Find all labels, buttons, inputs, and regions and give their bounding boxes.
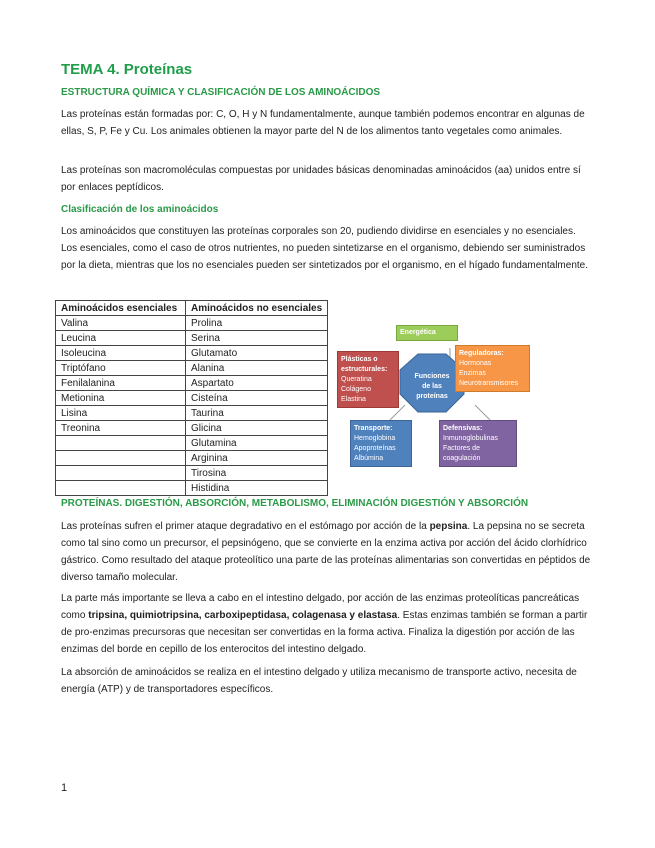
- essential-cell: Triptófano: [56, 361, 186, 376]
- table-row: [56, 361, 328, 376]
- non-essential-cell: Histidina: [186, 481, 328, 496]
- defensivas-box: [439, 420, 517, 467]
- reguladoras-box: [455, 345, 530, 392]
- non-essential-cell: Aspartato: [186, 376, 328, 391]
- essential-cell: Isoleucina: [56, 346, 186, 361]
- reguladoras-title: Reguladoras:: [459, 350, 504, 357]
- table-row: [56, 481, 328, 496]
- non-essential-cell: Arginina: [186, 451, 328, 466]
- text-run: . Estas enzimas también se forman a partir de pro-enzimas precursoras que necesitan ser convertidas en la forma activa. Finaliza la digestión por acción de las enzimas del borde en cepillo de los enterocitos del intestino delgado.: [61, 610, 588, 655]
- amino-acid-table: [55, 300, 328, 496]
- table-row: [56, 421, 328, 436]
- essential-cell: Valina: [56, 316, 186, 331]
- text-run: . La pepsina no se secreta como tal sino como un precursor, el pepsinógeno, que se convierte en la enzima activa por acción del ácido clorhídrico gástrico. Como resultado del ataque proteolítico una parte de las proteínas alimentarias son convertidas en péptidos de diverso tamaño molecular.: [61, 521, 591, 583]
- essential-cell: [56, 466, 186, 481]
- non-essential-cell: Tirosina: [186, 466, 328, 481]
- transporte-title: Transporte:: [354, 425, 393, 432]
- essential-cell: Leucina: [56, 331, 186, 346]
- energetica-label: Energética: [400, 329, 436, 336]
- paragraph-absorption: La absorción de aminoácidos se realiza en el intestino delgado y utiliza mecanismo de transporte activo, necesita de energía (ATP) y de transportadores específicos.: [61, 667, 577, 695]
- essential-cell: Metionina: [56, 391, 186, 406]
- plasticas-box: [337, 351, 399, 408]
- non-essential-cell: Cisteína: [186, 391, 328, 406]
- transporte-box: [350, 420, 412, 467]
- essential-cell: [56, 436, 186, 451]
- table-row: [56, 391, 328, 406]
- energetica-box: [396, 325, 458, 341]
- plasticas-items: Queratina Colágeno Elastina: [341, 376, 372, 403]
- table-row: [56, 436, 328, 451]
- table-row: [56, 316, 328, 331]
- paragraph-composition: Las proteínas están formadas por: C, O, H y N fundamentalmente, aunque también podemos encontrar en algunas de ellas, S, P, Fe y Cu. Los animales obtienen la mayor parte del N de los alimentos tanto vegetales como animales.: [61, 109, 585, 137]
- non-essential-cell: Alanina: [186, 361, 328, 376]
- table-row: [56, 376, 328, 391]
- table-row: [56, 406, 328, 421]
- non-essential-cell: Glutamato: [186, 346, 328, 361]
- paragraph-macromolecules: Las proteínas son macromoléculas compuestas por unidades básicas denominadas aminoácidos (aa) unidos entre sí por enlaces peptídicos.: [61, 165, 581, 193]
- section-heading-digestion: PROTEÍNAS. DIGESTIÓN, ABSORCIÓN, METABOLISMO, ELIMINACIÓN DIGESTIÓN Y ABSORCIÓN: [61, 498, 529, 509]
- page-number: 1: [61, 782, 68, 794]
- bold-run: tripsina, quimiotripsina, carboxipeptidasa, colagenasa y elastasa: [88, 610, 398, 621]
- plasticas-title: Plásticas o estructurales:: [341, 356, 388, 373]
- table-row: [56, 451, 328, 466]
- table-row: [56, 466, 328, 481]
- section-heading-structure: ESTRUCTURA QUÍMICA Y CLASIFICACIÓN DE LOS AMINOÁCIDOS: [61, 87, 381, 98]
- essential-cell: [56, 451, 186, 466]
- essential-cell: Treonina: [56, 421, 186, 436]
- paragraph-intestine: [61, 590, 591, 658]
- essential-cell: [56, 481, 186, 496]
- subsection-heading-classification: Clasificación de los aminoácidos: [61, 204, 219, 215]
- transporte-items: Hemoglobina Apoproteínas Albúmina: [354, 435, 396, 462]
- non-essential-cell: Glutamina: [186, 436, 328, 451]
- table-row: [56, 331, 328, 346]
- text-run: Las proteínas sufren el primer ataque degradativo en el estómago por acción de la: [61, 521, 430, 532]
- non-essential-cell: Glicina: [186, 421, 328, 436]
- functions-center-label: Funciones de las proteínas: [414, 373, 450, 400]
- table-row: [56, 346, 328, 361]
- non-essential-cell: Serina: [186, 331, 328, 346]
- header-essential: Aminoácidos esenciales: [56, 301, 186, 316]
- essential-cell: Lisina: [56, 406, 186, 421]
- paragraph-stomach: [61, 518, 591, 586]
- essential-cell: Fenilalanina: [56, 376, 186, 391]
- header-non-essential: Aminoácidos no esenciales: [186, 301, 328, 316]
- defensivas-title: Defensivas:: [443, 425, 483, 432]
- table-header-row: [56, 301, 328, 316]
- non-essential-cell: Prolina: [186, 316, 328, 331]
- reguladoras-items: Hormonas Enzimas Neurotransmisores: [459, 360, 519, 387]
- paragraph-classification: Los aminoácidos que constituyen las proteínas corporales son 20, pudiendo dividirse en esenciales y no esenciales. Los esenciales, como el caso de otros nutrientes, no pueden sintetizarse en el organismo, debiendo ser suministrados por la dieta, mientras que los no esenciales pueden ser sintetizados por el organismo, en el hígado fundamentalmente.: [61, 226, 588, 271]
- defensivas-items: Inmunoglobulinas Factores de coagulación: [443, 435, 498, 462]
- text-run: La parte más importante se lleva a cabo en el intestino delgado, por acción de las enzimas proteolíticas pancreáticas como: [61, 593, 580, 621]
- non-essential-cell: Taurina: [186, 406, 328, 421]
- bold-run: pepsina: [429, 521, 468, 532]
- page-title: TEMA 4. Proteínas: [61, 61, 193, 78]
